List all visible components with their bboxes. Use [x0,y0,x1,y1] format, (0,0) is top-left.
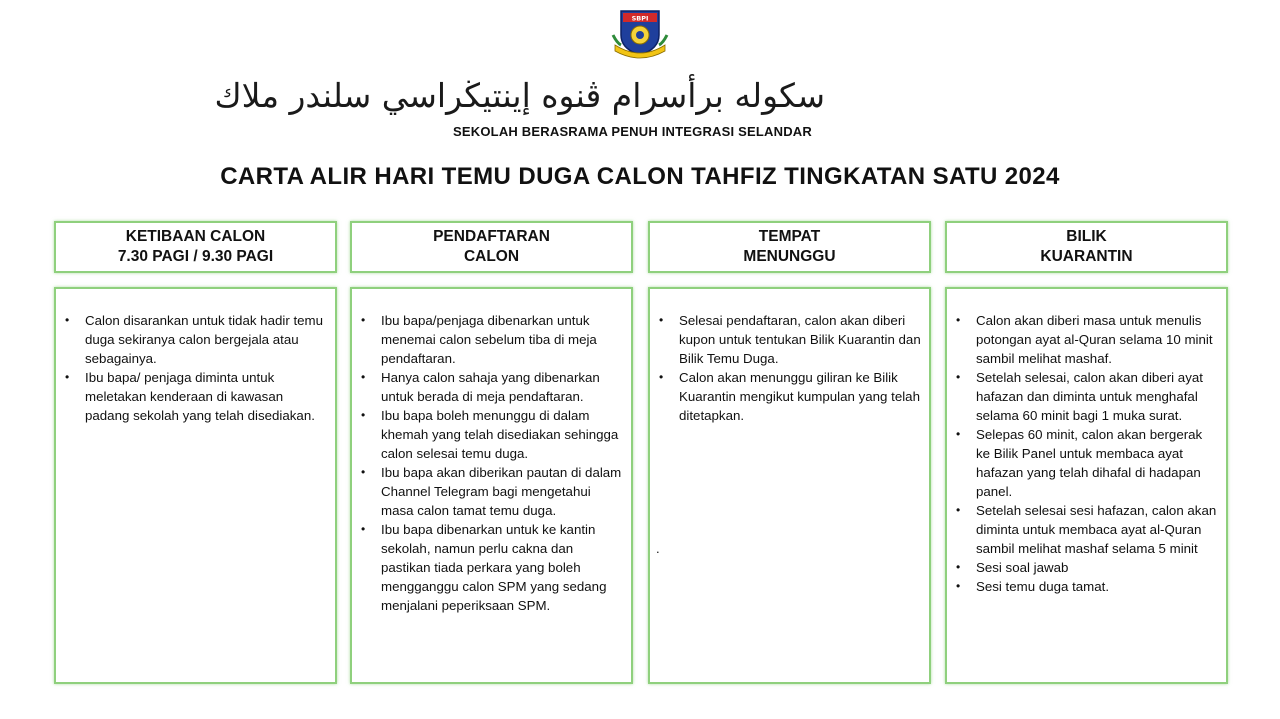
list-item: • Calon akan menunggu giliran ke Bilik Kuarantin mengikut kumpulan yang telah ditetapkan. [656,368,921,425]
list-item: • Sesi soal jawab [953,558,1218,577]
crest-text: SBPI [631,14,649,23]
list-item: • Sesi temu duga tamat. [953,577,1218,596]
page-title: CARTA ALIR HARI TEMU DUGA CALON TAHFIZ TINGKATAN SATU 2024 [220,163,1060,190]
list-item: • Calon akan diberi masa untuk menulis potongan ayat al-Quran selama 10 minit sambil melihat mashaf. [953,311,1218,368]
step-heading-line2: 7.30 PAGI / 9.30 PAGI [117,248,274,265]
step-heading-line2: CALON [463,248,520,265]
step-heading-line2: KUARANTIN [1040,248,1133,265]
step-body-pendaftaran-calon [350,287,633,684]
list-item: • Hanya calon sahaja yang dibenarkan untuk berada di meja pendaftaran. [358,368,623,406]
list-item: • Ibu bapa/penjaga dibenarkan untuk menemai calon sebelum tiba di meja pendaftaran. [358,311,623,368]
list-item: • Ibu bapa/ penjaga diminta untuk meletakan kenderaan di kawasan padang sekolah yang telah disediakan. [62,368,327,425]
school-name: SEKOLAH BERASRAMA PENUH INTEGRASI SELANDAR [453,124,812,139]
step-body-ketibaan-calon [54,287,337,684]
step-heading-line2: MENUNGGU [743,248,836,265]
school-crest-logo [611,5,669,59]
list-item: • Setelah selesai, calon akan diberi ayat hafazan dan diminta untuk menghafal selama 60 minit bagi 1 muka surat. [953,368,1218,425]
step-header-pendaftaran-calon [350,221,633,273]
list-item: • Ibu bapa akan diberikan pautan di dalam Channel Telegram bagi mengetahui masa calon tamat temu duga. [358,463,623,520]
step-header-bilik-kuarantin [945,221,1228,273]
step-body-bilik-kuarantin [945,287,1228,684]
list-item: • Selesai pendaftaran, calon akan diberi kupon untuk tentukan Bilik Kuarantin dan Bilik Temu Duga. [656,311,921,368]
jawi-calligraphy-school-name: سكوله برأسرام ڤنوه إينتيڬراسي سلندر ملاك [214,76,825,115]
stray-period-mark: . [656,541,660,556]
step-header-ketibaan-calon [54,221,337,273]
list-item: • Setelah selesai sesi hafazan, calon akan diminta untuk membaca ayat al-Quran sambil melihat mashaf selama 5 minit [953,501,1218,558]
step-header-tempat-menunggu [648,221,931,273]
step-heading-line1: KETIBAAN CALON [125,228,266,245]
list-item: • Ibu bapa dibenarkan untuk ke kantin sekolah, namun perlu cakna dan pastikan tiada perkara yang boleh mengganggu calon SPM yang sedang menjalani peperiksaan SPM. [358,520,623,615]
step-heading-line1: TEMPAT [758,228,821,245]
step-heading-line1: PENDAFTARAN [433,228,550,245]
list-item: • Calon disarankan untuk tidak hadir temu duga sekiranya calon bergejala atau sebagainya. [62,311,327,368]
list-item: • Ibu bapa boleh menunggu di dalam khemah yang telah disediakan sehingga calon selesai temu duga. [358,406,623,463]
step-heading-line1: BILIK [1066,228,1107,245]
step-body-tempat-menunggu [648,287,931,684]
list-item: • Selepas 60 minit, calon akan bergerak ke Bilik Panel untuk membaca ayat hafazan yang telah dihafal di hadapan panel. [953,425,1218,501]
